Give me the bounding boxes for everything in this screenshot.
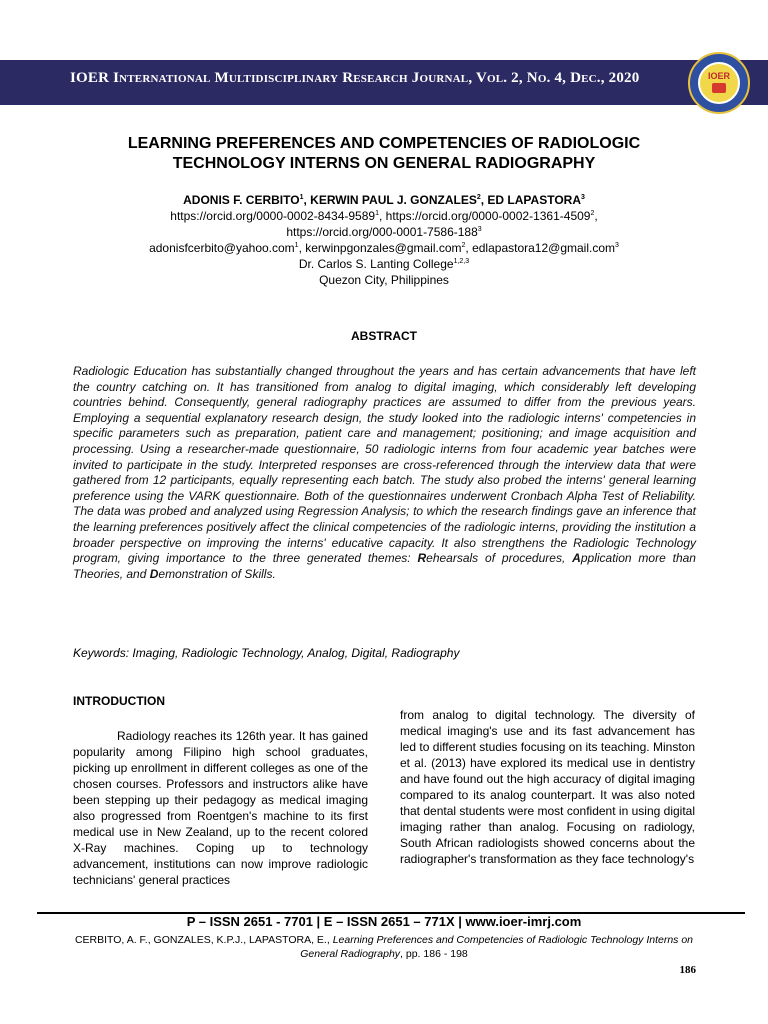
author-list — [60, 192, 708, 208]
college-sup: 1,2,3 — [453, 258, 470, 265]
orcid-sup-1: 1 — [375, 210, 379, 217]
author-name: KERWIN PAUL J. GONZALES — [310, 193, 477, 207]
author-sup: 2 — [476, 194, 481, 201]
ioer-logo — [688, 52, 750, 114]
ioer-logo-inner — [698, 62, 740, 104]
theme2-rest: pplication more than Theories, and — [73, 551, 696, 581]
orcid-link-3[interactable]: https://orcid.org/000-0001-7586-188 — [286, 225, 478, 239]
email-line: adonisfcerbito@yahoo.com$^1$, kerwinpgonzales@gmail.com$^2$, edlapastora12@gmail.com$^3$ — [149, 241, 619, 255]
orcid-link-1[interactable]: https://orcid.org/0000-0002-8434-9589 — [170, 209, 376, 223]
author-name: ED LAPASTORA — [487, 193, 581, 207]
abstract-body — [73, 364, 696, 582]
college-name: Dr. Carlos S. Lanting College — [298, 257, 454, 271]
email-1[interactable]: adonisfcerbito@yahoo.com — [149, 241, 295, 255]
journal-title: IOER International Multidisciplinary Research Journal, Vol. 2, No. 4, Dec., 2020 — [70, 70, 640, 86]
ioer-logo-mark-icon — [712, 83, 726, 93]
email-sup-3: 3 — [615, 242, 619, 249]
theme3-rest: emonstration of Skills. — [158, 566, 276, 581]
theme1-rest: ehearsals of procedures, — [426, 551, 573, 566]
orcid-sup-2: 2 — [590, 210, 595, 217]
abstract-text: Radiologic Education has substantially changed throughout the years and has certain advancements that have left the country catching on. It has transitioned from analog to digital imaging, which considerably left developing countries behind. Consequently, general radiography practices are assumed to differ from the previous years. Employing a sequential explanatory research design, the study looked into the radiologic interns' competencies in specific parameters such as preparation, patient care and management; positioning; and image acquisition and processing. Using a researcher-made questionnaire, 50 radiologic interns from four academic year batches were invited to participate in the study. Interpreted responses are cross-referenced through the interview data that were gathered from 12 participants, equally representing each batch. The study also probed the interns' general learning preference using the VARK questionnaire. Both of the questionnaires underwent Cronbach Alpha Test of Reliability. The data was probed and analyzed using Regression Analysis; to which the research findings gave an inference that the learning preferences positively affect the clinical competencies of the radiologic interns, providing the institution a broader perspective on improving the interns' educative capacity. It also strengthens the Radiologic Technology program, giving importance to the three generated themes: — [73, 364, 696, 566]
orcid-line-1: https://orcid.org/0000-0002-8434-9589$^1$, https://orcid.org/0000-0002-1361-4509$^2$, — [170, 209, 598, 223]
orcid-sup-3: 3 — [477, 226, 482, 233]
theme2-initial: A — [572, 551, 581, 566]
footer-citation — [60, 933, 708, 961]
paper-title-line1: LEARNING PREFERENCES AND COMPETENCIES OF RADIOLOGIC — [127, 135, 641, 152]
email-sup-1: 1 — [294, 242, 299, 249]
citation-authors: CERBITO, A. F., GONZALES, K.P.J., LAPASTORA, E., — [74, 934, 333, 946]
introduction-heading: INTRODUCTION — [73, 694, 165, 708]
college-line — [60, 256, 708, 272]
theme3-initial: D — [149, 566, 159, 581]
affiliation-block — [60, 208, 708, 288]
author-sup: 1 — [299, 194, 304, 201]
email-2[interactable]: kerwinpgonzales@gmail.com — [305, 241, 462, 255]
orcid-line-2 — [60, 224, 708, 240]
keywords: Keywords: Imaging, Radiologic Technology, Analog, Digital, Radiography — [73, 646, 460, 660]
author-separator: , — [303, 193, 311, 207]
location-line: Quezon City, Philippines — [319, 273, 449, 287]
intro-left-column: Radiology reaches its 126th year. It has gained popularity among Filipino high school graduates, picking up enrollment in different colleges as one of the chosen courses. Professors and instructors alike have been stepping up their pedagogy as medical imaging also progressed from Roentgen's machine to its first medical use in New Zealand, up to the recent colored X-Ray machines. Coping up to technology advancement, institutions can now improve radiologic technicians' general practices — [73, 729, 368, 887]
abstract-heading: ABSTRACT — [351, 329, 417, 343]
footer-issn: P – ISSN 2651 - 7701 | E – ISSN 2651 – 771X | www.ioer-imrj.com — [186, 914, 582, 929]
email-sup-2: 2 — [461, 242, 466, 249]
paper-title — [60, 134, 708, 174]
orcid-link-2[interactable]: https://orcid.org/0000-0002-1361-4509 — [385, 209, 591, 223]
paper-title-line2: TECHNOLOGY INTERNS ON GENERAL RADIOGRAPHY — [172, 155, 596, 172]
page-number: 186 — [679, 964, 696, 976]
author-name: ADONIS F. CERBITO — [183, 193, 300, 207]
citation-pages: , pp. 186 - 198 — [400, 948, 468, 960]
theme1-initial: R — [417, 551, 427, 566]
author-sup: 3 — [580, 194, 585, 201]
ioer-logo-text: IOER — [707, 71, 730, 81]
citation-title: Learning Preferences and Competencies of Radiologic Technology Interns on General Radiography — [300, 934, 694, 960]
email-3[interactable]: edlapastora12@gmail.com — [472, 241, 615, 255]
intro-right-column: from analog to digital technology. The diversity of medical imaging's use and its fast advancement has led to different studies focusing on its teaching. Minston et al. (2013) have explored its medical use in dentistry and have found out the high accuracy of digital imaging compared to its analog counterpart. It was also noted that dental students were most confident in using digital imaging rather than analog. Focusing on radiology, South African radiologists showed concerns about the radiographer's transformation as they face technology's — [400, 708, 695, 866]
journal-banner — [0, 60, 768, 105]
author-separator: , — [480, 193, 488, 207]
